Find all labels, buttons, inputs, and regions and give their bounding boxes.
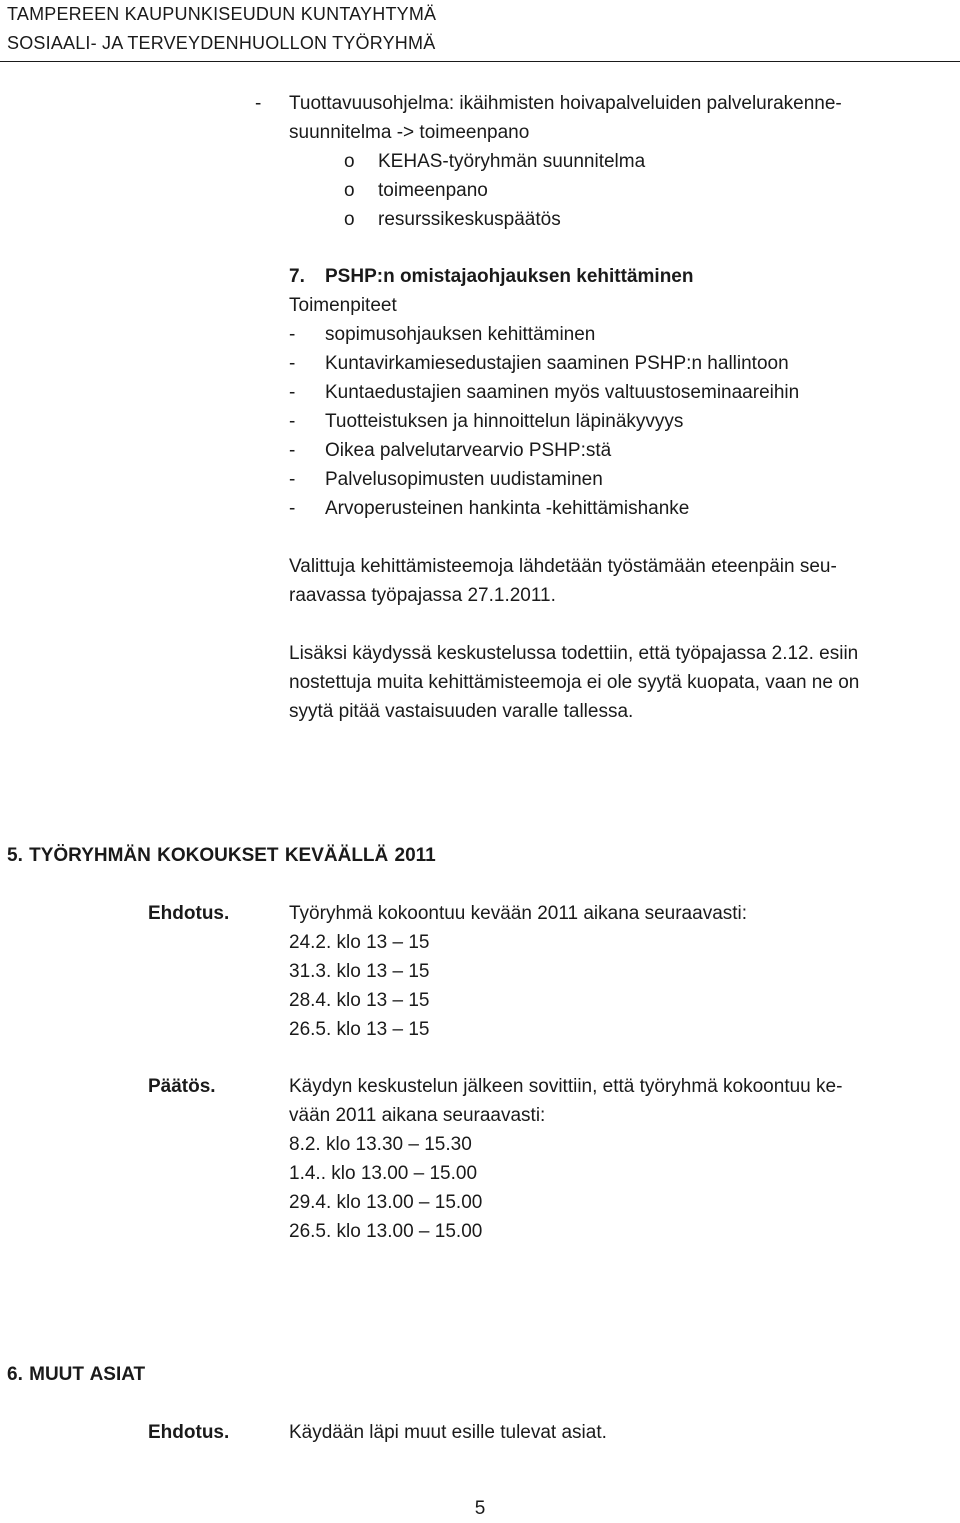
decision-label: Päätös. <box>148 1076 216 1097</box>
decision-text: Käydyn keskustelun jälkeen sovittiin, että työryhmä kokoontuu ke- <box>289 1076 843 1097</box>
list-bullet: - <box>289 353 296 374</box>
measure-item: Arvoperusteinen hankinta -kehittämishanke <box>325 498 690 519</box>
sub-list-item: toimeenpano <box>378 180 488 201</box>
list-bullet: - <box>289 440 296 461</box>
list-bullet: - <box>289 498 296 519</box>
section-heading: 6. MUUT ASIAT <box>7 1364 146 1385</box>
sub-list-item: KEHAS-työryhmän suunnitelma <box>378 151 646 172</box>
list-bullet: - <box>289 469 296 490</box>
proposal-text: Käydään läpi muut esille tulevat asiat. <box>289 1422 607 1443</box>
measure-item: Oikea palvelutarvearvio PSHP:stä <box>325 440 612 461</box>
list-item-text: suunnitelma -> toimeenpano <box>289 122 530 143</box>
paragraph-line: Valittuja kehittämisteemoja lähdetään työstämään eteenpäin seu- <box>289 556 837 577</box>
paragraph-line: Lisäksi käydyssä keskustelussa todettiin, että työpajassa 2.12. esiin <box>289 643 859 664</box>
item-title: PSHP:n omistajaohjauksen kehittäminen <box>325 266 694 287</box>
header-divider <box>0 61 960 62</box>
section-heading: 5. TYÖRYHMÄN KOKOUKSET KEVÄÄLLÄ 2011 <box>7 845 436 866</box>
sub-bullet: o <box>344 151 355 172</box>
proposal-label: Ehdotus. <box>148 1422 230 1443</box>
meeting-date: 26.5. klo 13 – 15 <box>289 1019 430 1040</box>
list-bullet: - <box>255 93 262 114</box>
header-working-group: SOSIAALI- JA TERVEYDENHUOLLON TYÖRYHMÄ <box>7 33 436 53</box>
meeting-date: 24.2. klo 13 – 15 <box>289 932 430 953</box>
document-header <box>7 0 436 58</box>
paragraph-line: raavassa työpajassa 27.1.2011. <box>289 585 556 606</box>
list-item-text: Tuottavuusohjelma: ikäihmisten hoivapalveluiden palvelurakenne- <box>289 93 842 114</box>
measure-item: sopimusohjauksen kehittäminen <box>325 324 596 345</box>
list-bullet: - <box>289 411 296 432</box>
paragraph-line: syytä pitää vastaisuuden varalle tallessa. <box>289 701 634 722</box>
header-organization: TAMPEREEN KAUPUNKISEUDUN KUNTAYHTYMÄ <box>7 4 437 24</box>
item-number: 7. <box>289 266 305 287</box>
paragraph-line: nostettuja muita kehittämisteemoja ei ole syytä kuopata, vaan ne on <box>289 672 860 693</box>
list-bullet: - <box>289 324 296 345</box>
sub-bullet: o <box>344 209 355 230</box>
meeting-date: 26.5. klo 13.00 – 15.00 <box>289 1221 483 1242</box>
proposal-label: Ehdotus. <box>148 903 230 924</box>
measure-item: Kuntavirkamiesedustajien saaminen PSHP:n hallintoon <box>325 353 789 374</box>
meeting-date: 1.4.. klo 13.00 – 15.00 <box>289 1163 478 1184</box>
meeting-date: 28.4. klo 13 – 15 <box>289 990 430 1011</box>
sub-list-item: resurssikeskuspäätös <box>378 209 561 230</box>
meeting-date: 29.4. klo 13.00 – 15.00 <box>289 1192 483 1213</box>
meeting-date: 31.3. klo 13 – 15 <box>289 961 430 982</box>
item-subtitle: Toimenpiteet <box>289 295 397 316</box>
meeting-date: 8.2. klo 13.30 – 15.30 <box>289 1134 472 1155</box>
decision-text: vään 2011 aikana seuraavasti: <box>289 1105 546 1126</box>
measure-item: Kuntaedustajien saaminen myös valtuustoseminaareihin <box>325 382 800 403</box>
measure-item: Tuotteistuksen ja hinnoittelun läpinäkyvyys <box>325 411 684 432</box>
proposal-text: Työryhmä kokoontuu kevään 2011 aikana seuraavasti: <box>289 903 748 924</box>
measure-item: Palvelusopimusten uudistaminen <box>325 469 603 490</box>
sub-bullet: o <box>344 180 355 201</box>
list-bullet: - <box>289 382 296 403</box>
page-number: 5 <box>474 1498 486 1519</box>
